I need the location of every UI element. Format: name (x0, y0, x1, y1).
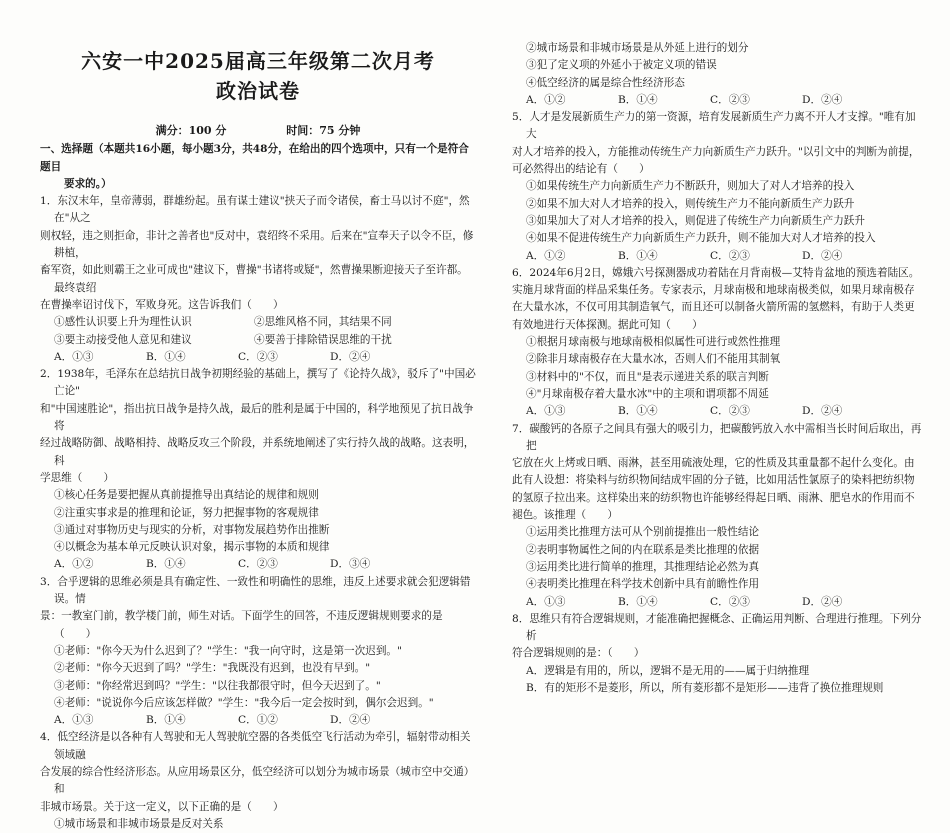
option: ③材料中的"不仅，而且"是表示递进关系的联言判断 (526, 370, 769, 383)
choice-c: C．②③ (710, 93, 750, 106)
question-stem: 2．1938年，毛泽东在总结抗日战争初期经验的基础上，撰写了《论持久战》，驳斥了"中国必亡论" 和"中国速胜论"，指出抗日战争是持久战，最后的胜利是属于中国的，科学地预见了抗日战争将 经过战略防御、战略相持、战略反攻三个阶段，并系统地阐述了实行持久战的战略。这表明，科 学思维（ ） (40, 368, 476, 484)
option: ④老师："说说你今后应该怎样做？"学生："我今后一定会按时到，偶尔会迟到。" (54, 696, 434, 709)
choice-b: B．①④ (146, 558, 186, 571)
question-3 (40, 574, 476, 730)
choice-c: C．②③ (238, 350, 278, 363)
exam-subtitle: 政治试卷 (216, 79, 300, 103)
option: ②老师："你今天迟到了吗？"学生："我既没有迟到，也没有早到。" (54, 662, 371, 675)
question-stem: 4．低空经济是以各种有人驾驶和无人驾驶航空器的各类低空飞行活动为牵引，辐射带动相关领域融 合发展的综合性经济形态。从应用场景区分，低空经济可以划分为城市场景（城市空中交通）和 非城市场景。关于这一定义，以下正确的是（ ） (40, 731, 475, 813)
option: ④如果不促进传统生产力向新质生产力跃升，则不能加大对人才培养的投入 (526, 232, 876, 245)
choice-c: C．②③ (238, 558, 278, 571)
option: ②思维风格不同，其结果不同 (254, 316, 392, 329)
choice-c: C．②③ (710, 595, 750, 608)
question-stem: 8．思维只有符合逻辑规则，才能准确把握概念、正确运用判断、合理进行推理。下列分析 符合逻辑规则的是：（ ） (512, 612, 922, 660)
exam-meta (40, 122, 476, 139)
option: ②除非月球南极存在大量水冰，否则人们不能用其制氧 (526, 353, 781, 366)
question-4-cont (512, 40, 922, 109)
question-1 (40, 193, 476, 366)
option: ①如果传统生产力向新质生产力不断跃升，则加大了对人才培养的投入 (526, 180, 855, 193)
question-8 (512, 611, 922, 697)
option: ③通过对事物历史与现实的分析，对事物发展趋势作出推断 (54, 523, 330, 536)
option: ①根据月球南极与地球南极相似属性可进行或然性推理 (526, 336, 781, 349)
question-2 (40, 366, 476, 574)
option: ④表明类比推理在科学技术创新中具有前瞻性作用 (526, 578, 760, 591)
question-6 (512, 265, 922, 421)
option: ③老师："你经常迟到吗？"学生："以往我都很守时，但今天迟到了。" (54, 679, 381, 692)
answer-choices (512, 594, 922, 611)
question-stem: 7．碳酸钙的各原子之间具有强大的吸引力，把碳酸钙放入水中需相当长时间后取出，再把 它放在火上烤或日晒、雨淋，甚至用硫液处理，它的性质及其重量都不起什么变化。由 此有人设想：将染料与纺织物间结成牢固的分子链，比如用活性氯原子的染料把纺织物 的氢原子拉出来。这样染出来的纺织物也许能够经得起日晒、雨淋、肥皂水的作用而不 褪色。该推理（ ） (512, 422, 922, 522)
choice-a: A．①③ (526, 595, 566, 608)
choice-b: B．①④ (146, 350, 186, 363)
choice-d: D．③④ (330, 558, 371, 571)
full-score: 满分：100 分 (155, 124, 227, 137)
choice-d: D．②④ (802, 93, 843, 106)
choice-d: D．②④ (802, 405, 843, 418)
question-7 (512, 421, 922, 611)
answer-choices (40, 556, 476, 573)
choice-c: C．②③ (710, 405, 750, 418)
choice-a: A．①② (54, 558, 94, 571)
option: B．有的矩形不是菱形，所以，所有菱形都不是矩形——违背了换位推理规则 (526, 681, 884, 694)
choice-a: A．①② (526, 249, 566, 262)
choice-c: C．②③ (710, 249, 750, 262)
answer-choices (512, 403, 922, 420)
option: ④"月球南极存着大量水冰"中的主项和谓项都不周延 (526, 387, 769, 400)
answer-choices (512, 248, 922, 265)
section-heading: 一、选择题（本题共16小题，每小题3分，共48分，在给出的四个选项中，只有一个是符合题目 (40, 143, 469, 173)
option: ②城市场景和非城市场景是从外延上进行的划分 (526, 42, 749, 54)
question-stem: 6．2024年6月2日，嫦娥六号探测器成功着陆在月背南极—艾特肯盆地的预选着陆区。 实施月球背面的样品采集任务。专家表示，月球南极和地球南极类似，如果月球南极存 在大量水冰，不仅可用其制造氧气，而且还可以制备火箭所需的氢燃料，有助于人类更 有效地进行天体探测。据此可知（ ） (512, 266, 920, 331)
answer-choices (512, 92, 922, 109)
choice-a: A．①③ (526, 405, 566, 418)
option: ④低空经济的属是综合性经济形态 (526, 76, 685, 89)
choice-d: D．②④ (802, 249, 843, 262)
question-5 (512, 109, 922, 265)
option: ③如果加大了对人才培养的投入，则促进了传统生产力向新质生产力跃升 (526, 214, 865, 227)
choice-b: B．①④ (618, 595, 658, 608)
choice-b: B．①④ (618, 405, 658, 418)
exam-title: 六安一中2025届高三年级第二次月考 (81, 49, 435, 73)
option: ①老师："你今天为什么迟到了？"学生："我一向守时，这是第一次迟到。" (54, 644, 402, 657)
choice-b: B．①④ (618, 93, 658, 106)
question-4 (40, 729, 476, 833)
choice-b: B．①④ (146, 714, 186, 727)
option: ②注重实事求是的推理和论证，努力把握事物的客观规律 (54, 506, 319, 519)
choice-d: D．②④ (330, 714, 371, 727)
question-stem: 5．人才是发展新质生产力的第一资源，培育发展新质生产力离不开人才支撑。"唯有加大 对人才培养的投入，方能推动传统生产力向新质生产力跃升。"以引文中的判断为前提， 可必然得出的结论有（ ） (512, 111, 920, 176)
option: ①感性认识要上升为理性认识 (54, 316, 192, 329)
option: ③犯了定义项的外延小于被定义项的错误 (526, 59, 717, 72)
option: ①城市场景和非城市场景是反对关系 (54, 817, 224, 830)
option: A．逻辑是有用的，所以，逻辑不是无用的——属于归纳推理 (526, 664, 810, 677)
option: ①运用类比推理方法可从个别前提推出一般性结论 (526, 526, 760, 539)
section-heading-cont: 要求的。） (64, 177, 112, 190)
choice-d: D．②④ (330, 350, 371, 363)
left-column (40, 0, 476, 833)
option: ②如果不加大对人才培养的投入，则传统生产力不能向新质生产力跃升 (526, 197, 855, 210)
right-column (512, 40, 922, 697)
choice-a: A．①② (526, 93, 566, 106)
option: ②表明事物属性之间的内在联系是类比推理的依据 (526, 543, 760, 556)
choice-c: C．①② (238, 714, 278, 727)
time-limit: 时间：75 分钟 (286, 124, 361, 137)
option: ③要主动接受他人意见和建议 (54, 333, 192, 346)
question-stem: 3．合乎逻辑的思维必须是具有确定性、一致性和明确性的思维，违反上述要求就会犯逻辑错误。情 景：一教室门前，教学楼门前，师生对话。下面学生的回答，不违反逻辑规则要求的是（ ） (40, 575, 471, 640)
choice-d: D．②④ (802, 595, 843, 608)
option: ①核心任务是要把握从真前提推导出真结论的规律和规则 (54, 489, 319, 502)
choice-b: B．①④ (618, 249, 658, 262)
option: ④以概念为基本单元反映认识对象，揭示事物的本质和规律 (54, 541, 330, 554)
answer-choices (40, 349, 476, 366)
choice-a: A．①③ (54, 350, 94, 363)
option: ③运用类比进行简单的推理，其推理结论必然为真 (526, 560, 760, 573)
choice-a: A．①③ (54, 714, 94, 727)
option: ④要善于排除错误思维的干扰 (254, 333, 392, 346)
answer-choices (40, 712, 476, 729)
question-stem: 1．东汉末年，皇帝薄弱，群雄纷起。虽有谋士建议"挟天子而令诸侯，畜士马以讨不庭"，然在"从之 则权轻，违之则拒命，非计之善者也"反对中，袁绍终不采用。后来在"宣奉天子以令不臣，修耕植， 畜军资，如此则霸王之业可成也"建议下，曹操"书诸将或疑"，然曹操果断迎接天子至许都。最终袁绍 在曹操率诏讨伐下，军败身死。这告诉我们（ ） (40, 195, 474, 311)
